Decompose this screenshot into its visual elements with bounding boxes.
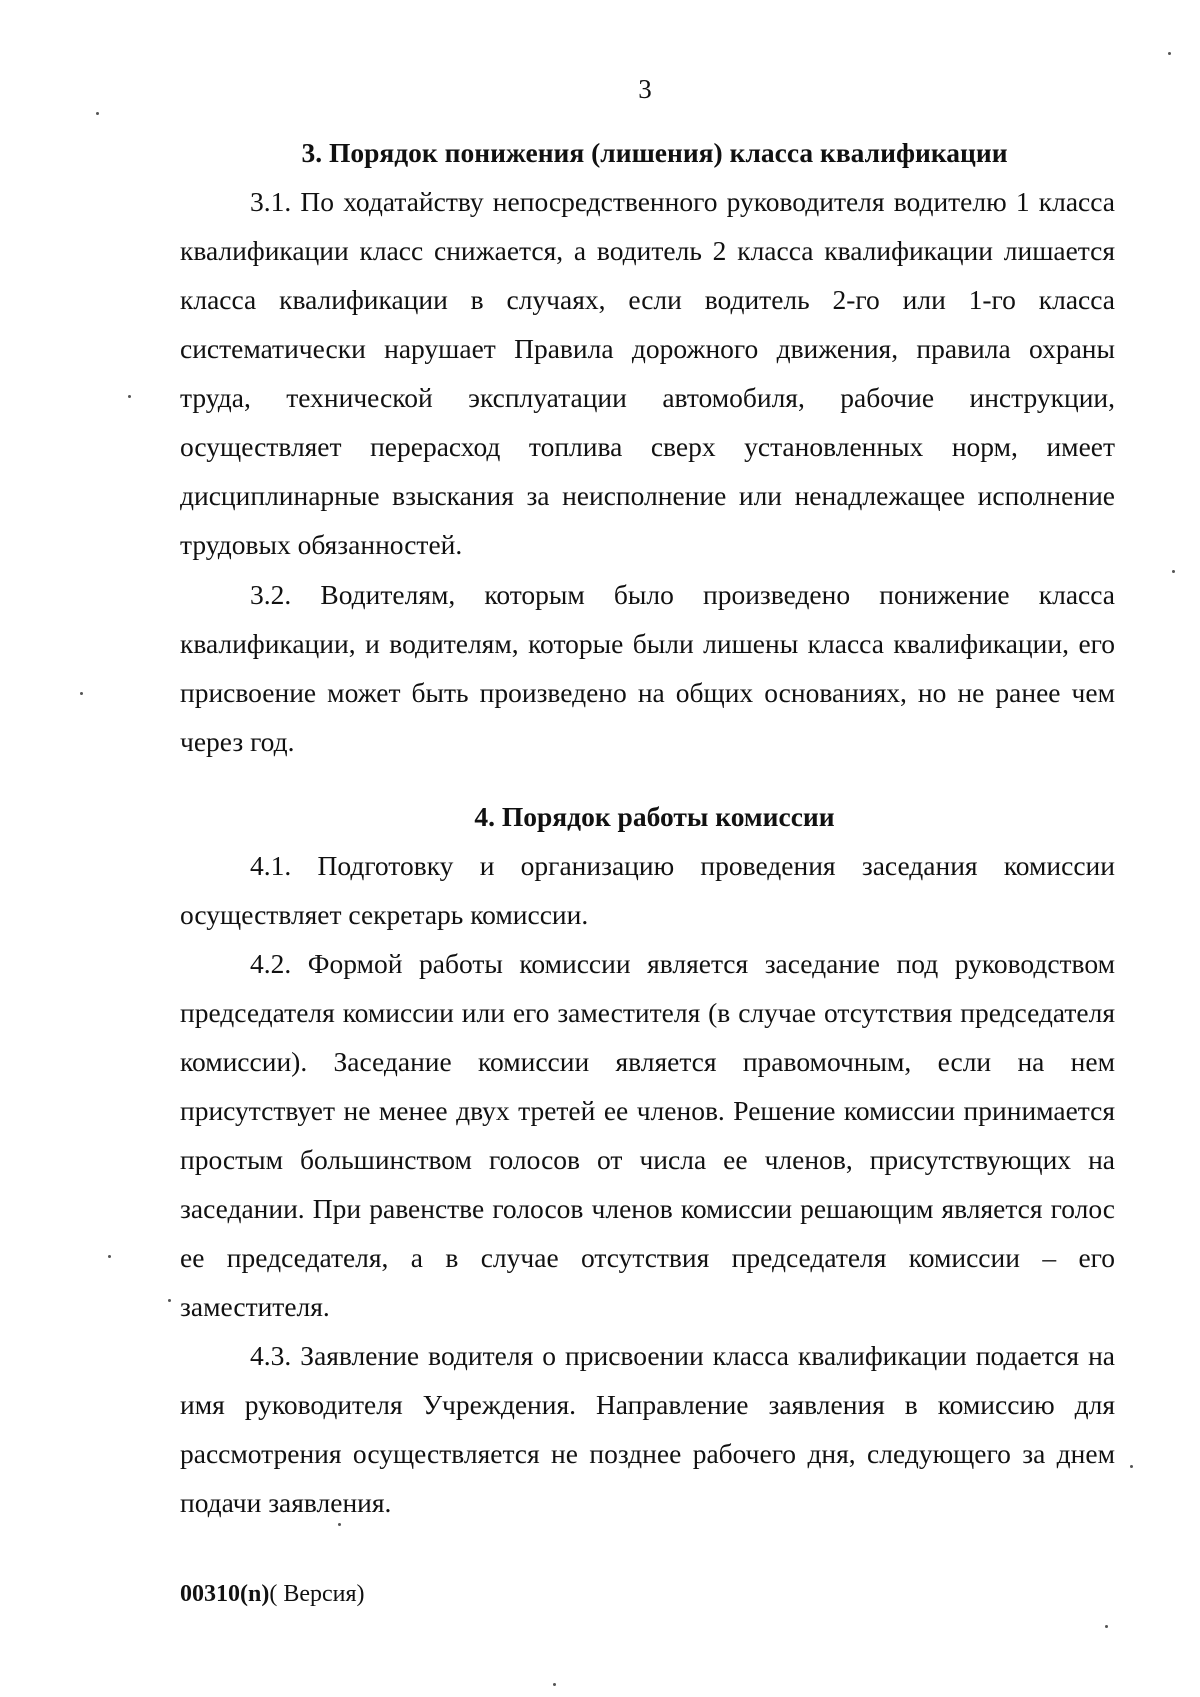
scan-speck	[108, 1255, 111, 1258]
paragraph-3-1: 3.1. По ходатайству непосредственного руководителя водителю 1 класса квалификации класс снижается, а водитель 2 класса квалификации лишается класса квалификации в случаях, если водитель 2-го или 1-го класса систематически нарушает Правила дорожного движения, правила охраны труда, технической эксплуатации автомобиля, рабочие инструкции, осуществляет перерасход топлива сверх установленных норм, имеет дисциплинарные взыскания за неисполнение или ненадлежащее исполнение трудовых обязанностей.	[180, 186, 1115, 560]
scan-speck	[1130, 1465, 1133, 1468]
scan-speck	[553, 1683, 556, 1686]
document-footer	[180, 1581, 365, 1608]
document-code: 00310(n)	[180, 1581, 270, 1607]
paragraph-4-1: 4.1. Подготовку и организацию проведения заседания комиссии осуществляет секретарь комиссии.	[180, 850, 1115, 930]
section-3-heading: 3. Порядок понижения (лишения) класса квалификации	[301, 137, 1008, 168]
page-number: 3	[638, 74, 652, 104]
scan-speck	[80, 692, 83, 695]
scan-speck	[1105, 1625, 1108, 1628]
scan-speck	[96, 112, 99, 115]
scan-speck	[1168, 52, 1171, 55]
scan-speck	[1172, 570, 1175, 573]
document-body	[180, 128, 1115, 1527]
scan-speck	[338, 1523, 341, 1526]
paragraph-4-3: 4.3. Заявление водителя о присвоении класса квалификации подается на имя руководителя Учреждения. Направление заявления в комиссию для рассмотрения осуществляется не позднее рабочего дня, следующего за днем подачи заявления.	[180, 1340, 1115, 1518]
section-4-heading: 4. Порядок работы комиссии	[474, 801, 835, 832]
scan-speck	[128, 395, 131, 398]
paragraph-4-2: 4.2. Формой работы комиссии является заседание под руководством председателя комиссии или его заместителя (в случае отсутствия председателя комиссии). Заседание комиссии является правомочным, если на нем присутствует не менее двух третей ее членов. Решение комиссии принимается простым большинством голосов от числа ее членов, присутствующих на заседании. При равенстве голосов членов комиссии решающим является голос ее председателя, а в случае отсутствия председателя комиссии – его заместителя.	[180, 948, 1115, 1322]
paragraph-3-2: 3.2. Водителям, которым было произведено понижение класса квалификации, и водителям, которые были лишены класса квалификации, его присвоение может быть произведено на общих основаниях, но не ранее чем через год.	[180, 579, 1115, 757]
scan-speck	[168, 1299, 171, 1302]
document-version: ( Версия)	[269, 1581, 365, 1607]
